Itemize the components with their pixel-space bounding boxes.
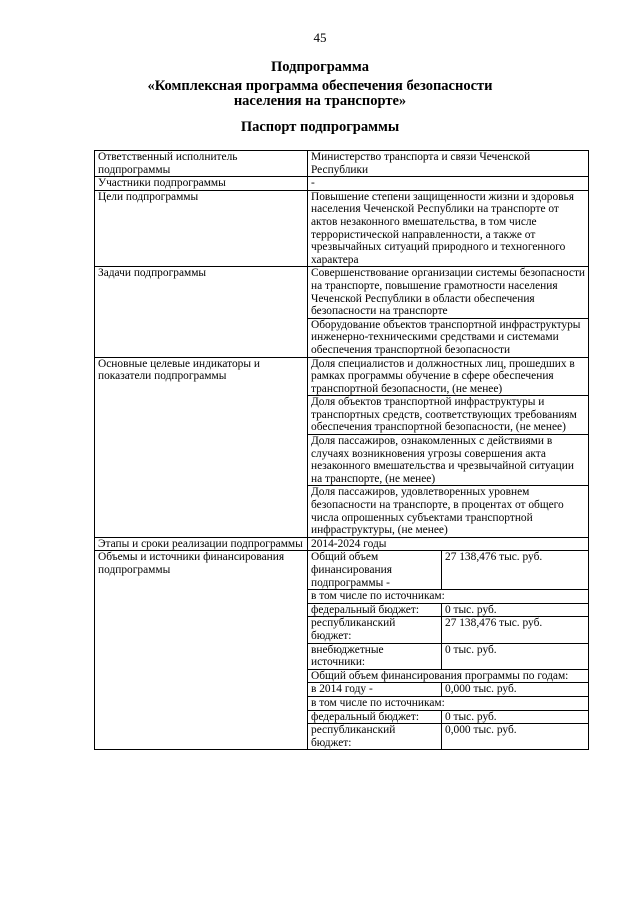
funding-federal2-label: федеральный бюджет: <box>308 710 442 724</box>
table-row <box>95 551 589 750</box>
funding-total-value: 27 138,476 тыс. руб. <box>442 551 589 589</box>
funding-sources2-label: в том числе по источникам: <box>308 696 588 710</box>
table-row <box>95 190 589 267</box>
funding-republic-label: республиканский бюджет: <box>308 617 442 643</box>
funding-sources-label: в том числе по источникам: <box>308 590 588 604</box>
row-value-responsible: Министерство транспорта и связи Чеченской Республики <box>308 151 589 177</box>
row-label-tasks: Задачи подпрограммы <box>95 267 308 357</box>
table-row <box>95 357 589 537</box>
indicator-item-2: Доля объектов транспортной инфраструктуры и транспортных средств, соответствующих требованиям обеспечения транспортной безопасности, (не менее) <box>308 395 588 434</box>
funding-table <box>308 551 588 749</box>
indicator-item-1: Доля специалистов и должностных лиц, прошедших в рамках программы обучение в сфере обеспечения транспортной безопасности, (не менее) <box>311 357 575 395</box>
funding-2014-label: в 2014 году - <box>308 683 442 697</box>
row-value-participants: - <box>308 177 589 191</box>
funding-extra-value: 0 тыс. руб. <box>442 643 589 669</box>
subprogram-title-line: населения на транспорте» <box>233 93 407 109</box>
funding-federal-label: федеральный бюджет: <box>308 603 442 617</box>
table-row <box>95 177 589 191</box>
task-item-2: Оборудование объектов транспортной инфраструктуры инженерно-техническими средствами и системами обеспечения транспортной безопасности <box>308 318 588 357</box>
table-row <box>95 151 589 177</box>
row-value-tasks <box>308 267 589 357</box>
passport-table <box>94 150 589 750</box>
row-label-indicators: Основные целевые индикаторы и показатели подпрограммы <box>95 357 308 537</box>
row-label-funding: Объемы и источники финансирования подпрограммы <box>95 551 308 750</box>
funding-2014-value: 0,000 тыс. руб. <box>442 683 589 697</box>
row-value-indicators <box>308 357 589 537</box>
table-row <box>95 267 589 357</box>
funding-by-years-label: Общий объем финансирования программы по годам: <box>308 669 588 683</box>
funding-extra-label: внебюджетные источники: <box>308 643 442 669</box>
row-label-goals: Цели подпрограммы <box>95 190 308 267</box>
indicator-item-4: Доля пассажиров, удовлетворенных уровнем безопасности на транспорте, в процентах от общего числа опрошенных субъектами транспортной инфраструктуры, (не менее) <box>308 485 588 536</box>
table-row <box>95 537 589 551</box>
passport-heading: Паспорт подпрограммы <box>240 119 400 135</box>
row-label-responsible: Ответственный исполнитель подпрограммы <box>95 151 308 177</box>
row-value-goals: Повышение степени защищенности жизни и здоровья населения Чеченской Республики на транспорте от актов незаконного вмешательства, в том числе террористической направленности, а также от чрезвычайных ситуаций природного и техногенного характера <box>308 190 589 267</box>
task-item-1: Совершенствование организации системы безопасности на транспорте, повышение грамотности населения Чеченской Республики в области обеспечения безопасности на транспорте <box>311 267 586 318</box>
funding-republic-value: 27 138,476 тыс. руб. <box>442 617 589 643</box>
funding-total-label: Общий объем финансирования подпрограммы - <box>308 551 442 589</box>
indicator-item-3: Доля пассажиров, ознакомленных с действиями в случаях возникновения угрозы совершения акта незаконного вмешательства и чрезвычайной ситуации на транспорте, (не менее) <box>308 434 588 485</box>
subprogram-title-line: «Комплексная программа обеспечения безопасности <box>147 78 493 94</box>
row-value-stages: 2014-2024 годы <box>308 537 589 551</box>
funding-details <box>308 551 589 750</box>
row-label-stages: Этапы и сроки реализации подпрограммы <box>95 537 308 551</box>
funding-federal2-value: 0 тыс. руб. <box>442 710 589 724</box>
subprogram-title <box>0 79 640 109</box>
row-label-participants: Участники подпрограммы <box>95 177 308 191</box>
funding-republic2-value: 0,000 тыс. руб. <box>445 724 517 737</box>
subprogram-heading: Подпрограмма <box>271 59 369 75</box>
funding-federal-value: 0 тыс. руб. <box>442 603 589 617</box>
funding-republic2-label: республиканский бюджет: <box>308 724 442 750</box>
page-number: 45 <box>313 30 327 45</box>
